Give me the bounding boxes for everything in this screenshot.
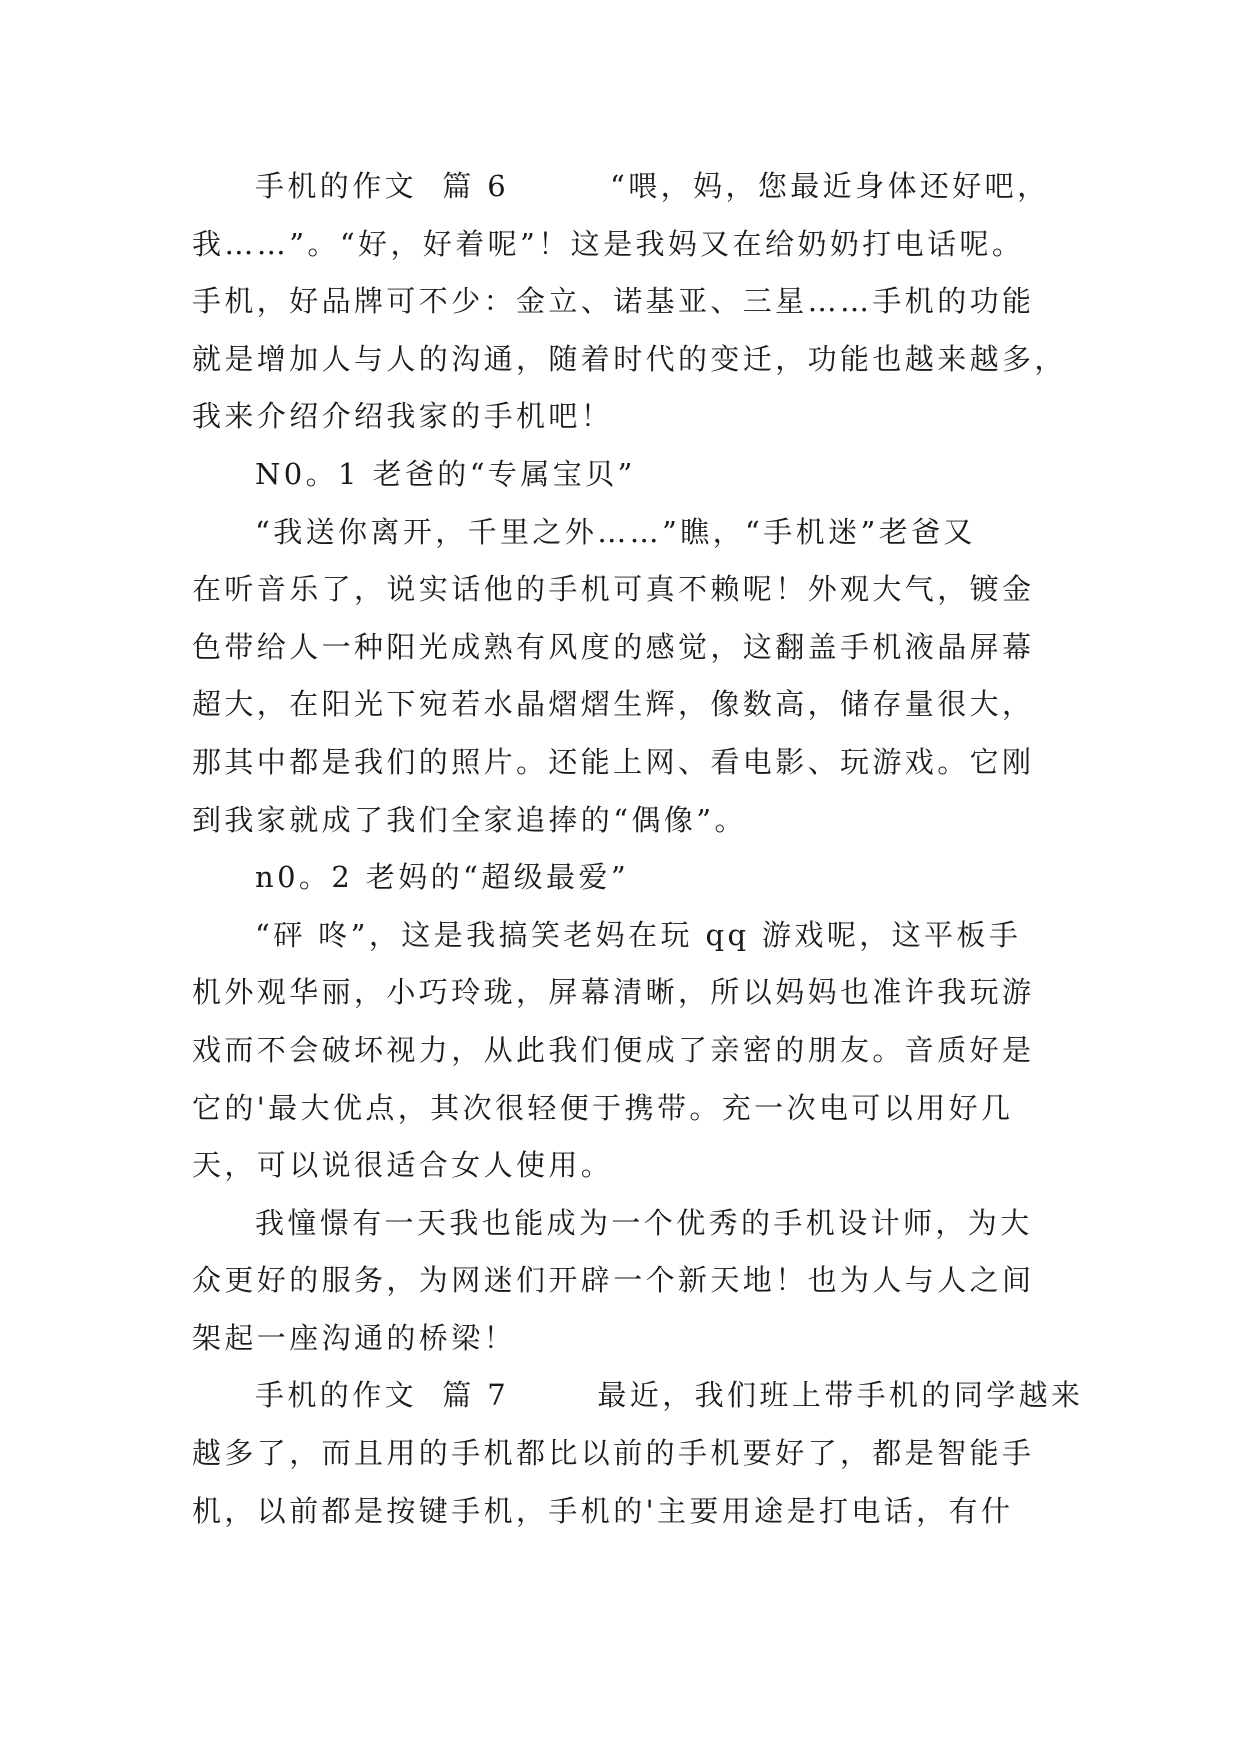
- text-line: 机外观华丽，小巧玲珑，屏幕清晰，所以妈妈也准许我玩游: [192, 975, 1035, 1010]
- document-body: [192, 158, 1084, 1540]
- text-line: 我憧憬有一天我也能成为一个优秀的手机设计师，为大: [255, 1205, 1033, 1240]
- text-line: 那其中都是我们的照片。还能上网、看电影、玩游戏。它刚: [192, 744, 1035, 779]
- text-line: 手机的作文 篇 6 “喂，妈，您最近身体还好吧，: [255, 169, 1050, 203]
- text-line: 就是增加人与人的沟通，随着时代的变迁，功能也越来越多，: [192, 341, 1067, 376]
- text-line: 在听音乐了，说实话他的手机可真不赖呢！外观大气，镀金: [192, 572, 1035, 607]
- text-line: 架起一座沟通的桥梁！: [192, 1320, 517, 1355]
- text-line: 到我家就成了我们全家追捧的“偶像”。: [192, 802, 747, 837]
- text-line: 越多了，而且用的手机都比以前的手机要好了，都是智能手: [192, 1436, 1035, 1471]
- text-line: 它的'最大优点，其次很轻便于携带。充一次电可以用好几: [192, 1090, 1014, 1125]
- text-line: 众更好的服务，为网迷们开辟一个新天地！也为人与人之间: [192, 1263, 1035, 1298]
- text-line: 手机，好品牌可不少：金立、诺基亚、三星……手机的功能: [192, 284, 1035, 319]
- text-line: “我送你离开，千里之外……”瞧，“手机迷”老爸又: [255, 514, 976, 549]
- text-line: 机，以前都是按键手机，手机的'主要用途是打电话，有什: [192, 1493, 1014, 1528]
- text-line: 戏而不会破坏视力，从此我们便成了亲密的朋友。音质好是: [192, 1032, 1035, 1067]
- section-heading: N0。1 老爸的“专属宝贝”: [255, 456, 636, 491]
- text-line: 天，可以说很适合女人使用。: [192, 1148, 614, 1183]
- text-line: “砰 咚”，这是我搞笑老妈在玩 qq 游戏呢，这平板手: [255, 917, 1022, 952]
- text-line: 我来介绍介绍我家的手机吧！: [192, 399, 614, 434]
- text-line: 超大，在阳光下宛若水晶熠熠生辉，像数高，储存量很大，: [192, 687, 1035, 722]
- text-line: 手机的作文 篇 7 最近，我们班上带手机的同学越来: [255, 1378, 1084, 1413]
- text-line: 色带给人一种阳光成熟有风度的感觉，这翻盖手机液晶屏幕: [192, 629, 1035, 664]
- section-heading: n0。2 老妈的“超级最爱”: [255, 860, 630, 895]
- text-line: 我……”。“好，好着呢”！这是我妈又在给奶奶打电话呢。: [192, 226, 1025, 261]
